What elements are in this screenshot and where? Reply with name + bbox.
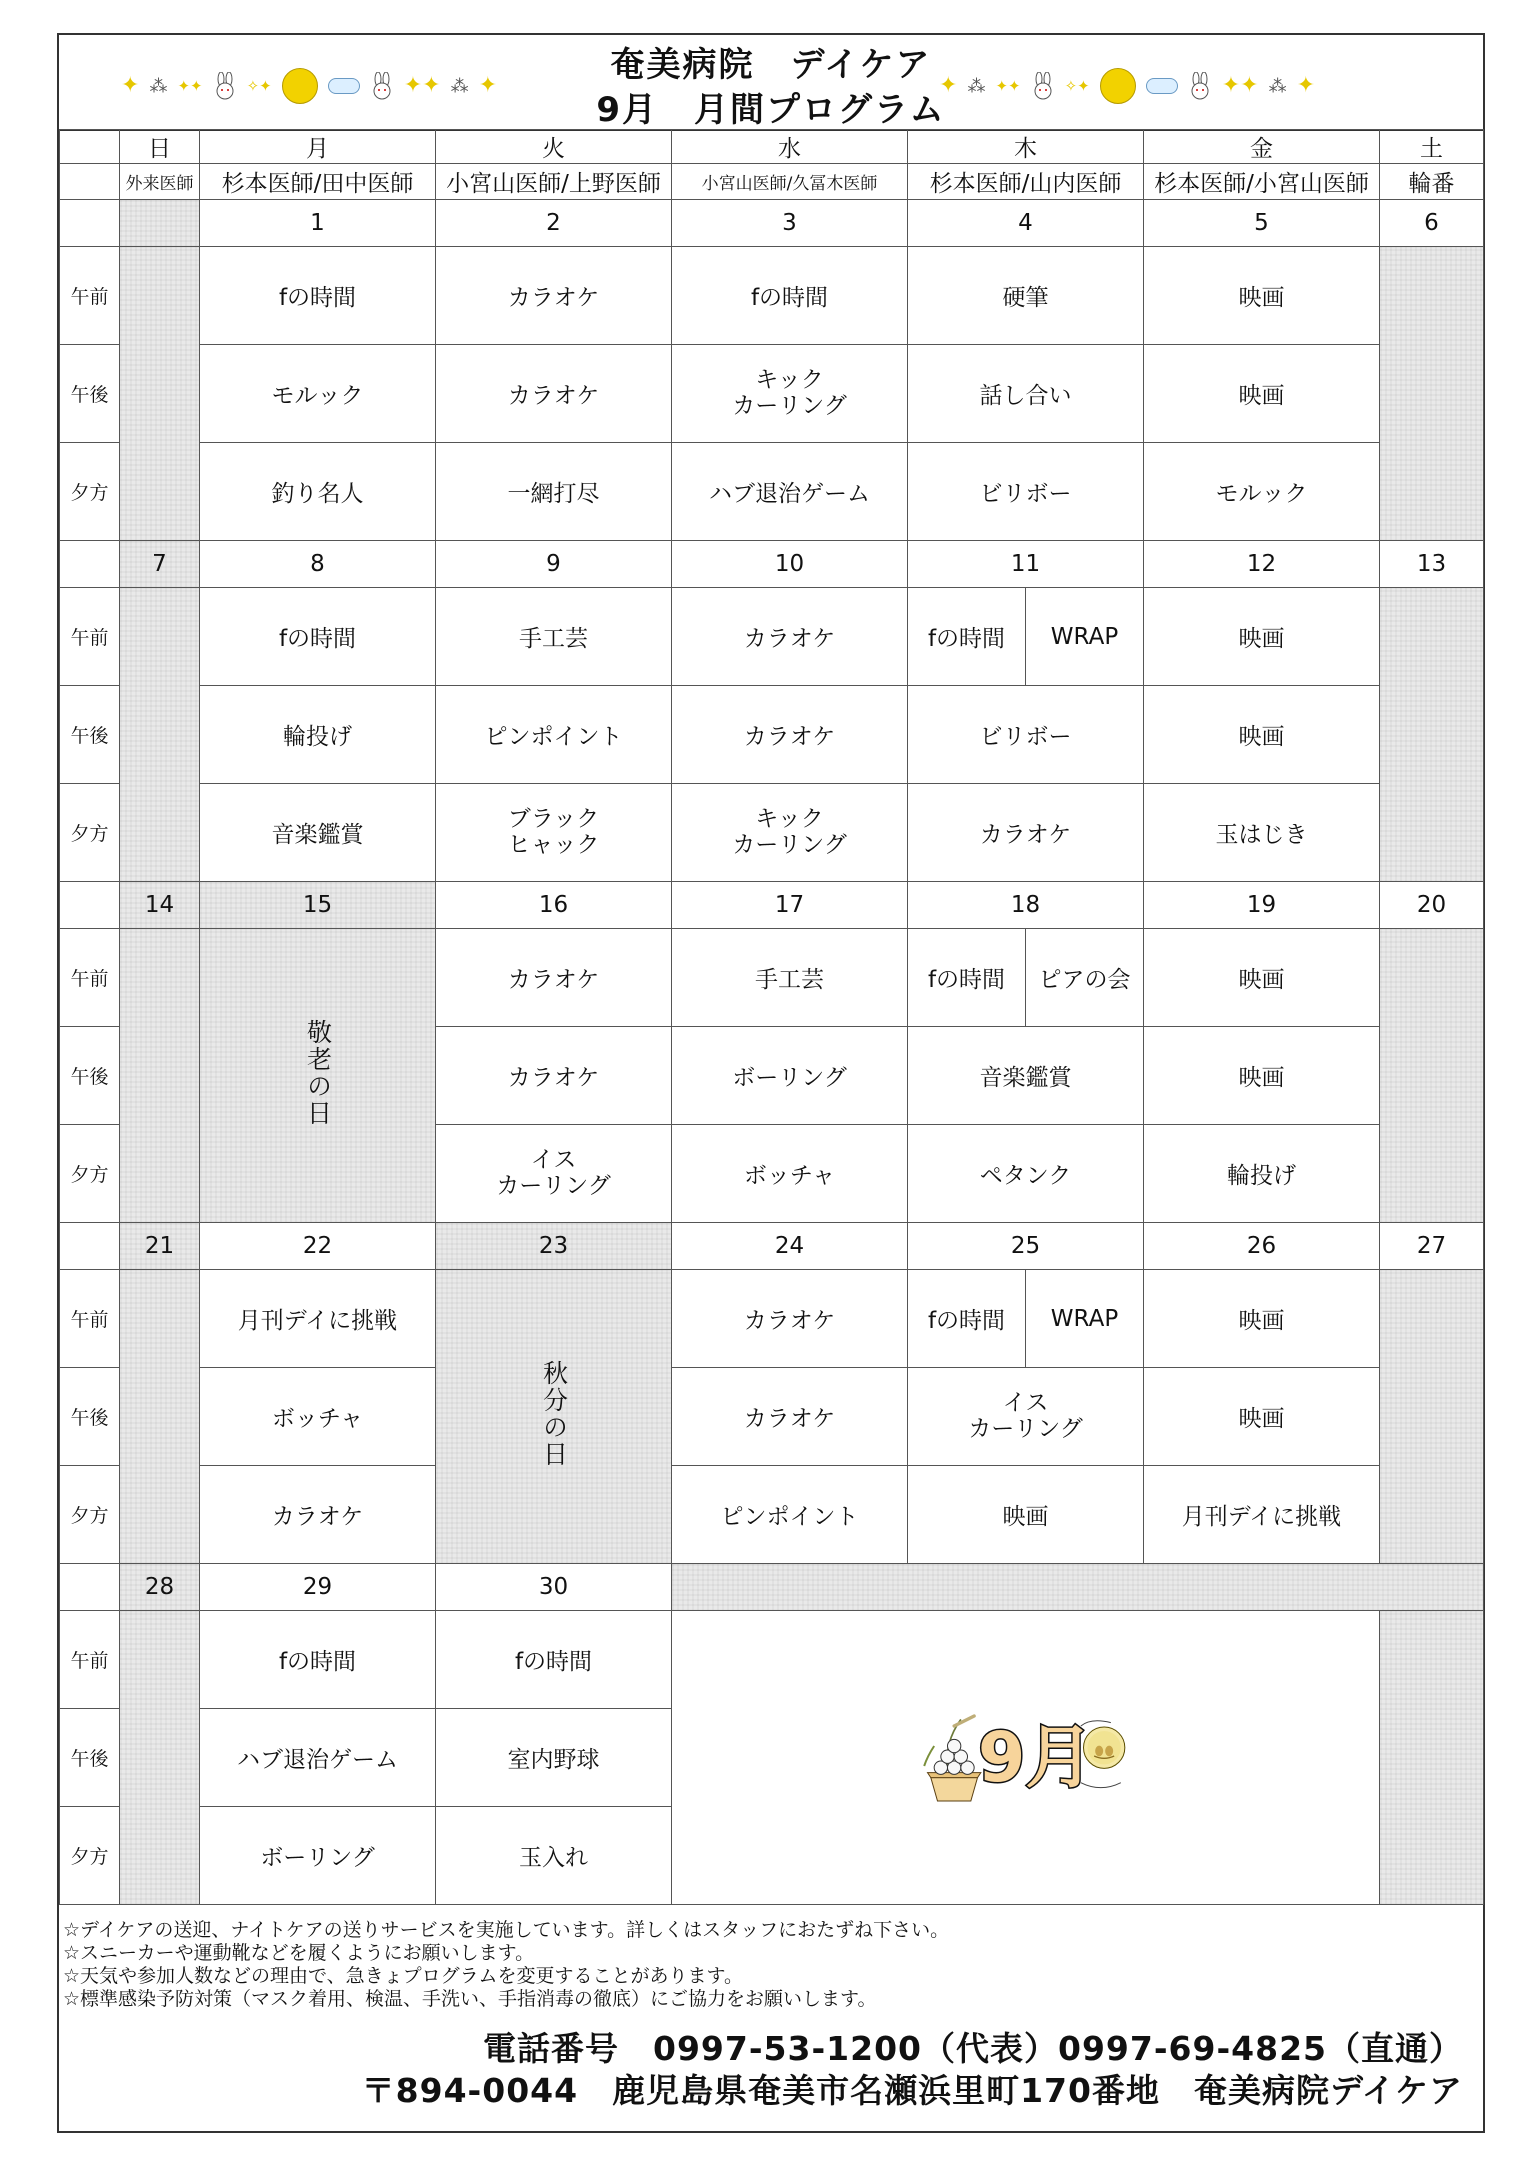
slot-row — [60, 247, 1484, 345]
date-cell: 5 — [1144, 200, 1380, 247]
dango-icon: ⁂ — [1268, 75, 1287, 97]
star-icon: ✦✦ — [1221, 73, 1259, 98]
program-cell: キック カーリング — [672, 345, 908, 443]
decoration-left — [121, 61, 497, 111]
program-cell: fの時間 — [672, 247, 908, 345]
slot-label-pm: 午後 — [60, 345, 120, 443]
program-cell: 映画 — [1144, 686, 1380, 784]
program-cell: カラオケ — [672, 1368, 908, 1466]
program-cell: 室内野球 — [436, 1709, 672, 1807]
slot-label-ev: 夕方 — [60, 1807, 120, 1905]
star-icon: ✦ — [121, 73, 140, 98]
slot-label-am: 午前 — [60, 588, 120, 686]
program-cell: 映画 — [1144, 588, 1380, 686]
closed-cell — [120, 1611, 200, 1905]
date-cell: 16 — [436, 882, 672, 929]
decoration-right — [939, 61, 1315, 111]
program-cell: fの時間 — [436, 1611, 672, 1709]
date-cell: 14 — [120, 882, 200, 929]
closed-cell — [120, 247, 200, 541]
program-cell: ピンポイント — [436, 686, 672, 784]
rabbit-icon — [1031, 72, 1055, 100]
star-icon: ✦✦ — [403, 73, 441, 98]
star-icon: ✦ — [1296, 73, 1316, 98]
date-row-week1 — [60, 200, 1484, 247]
closed-cell — [1380, 1611, 1484, 1905]
program-cell: 釣り名人 — [200, 443, 436, 541]
date-cell: 3 — [672, 200, 908, 247]
program-cell: fの時間 — [908, 929, 1026, 1027]
star-icon: ✦ — [478, 73, 498, 98]
date-cell: 30 — [436, 1564, 672, 1611]
program-cell: WRAP — [1026, 588, 1144, 686]
program-cell: ボーリング — [200, 1807, 436, 1905]
program-cell: 輪投げ — [1144, 1125, 1380, 1223]
program-cell: ペタンク — [908, 1125, 1144, 1223]
holiday-cell — [200, 929, 436, 1223]
program-cell: カラオケ — [672, 588, 908, 686]
weekday-sun: 日 — [120, 130, 200, 164]
program-cell: 手工芸 — [436, 588, 672, 686]
slot-label-ev: 夕方 — [60, 784, 120, 882]
date-cell: 20 — [1380, 882, 1484, 929]
date-cell: 29 — [200, 1564, 436, 1611]
program-cell: カラオケ — [200, 1466, 436, 1564]
weekday-header — [60, 130, 1484, 164]
closed-cell — [120, 1270, 200, 1564]
date-row-week3 — [60, 882, 1484, 929]
slot-row — [60, 1466, 1484, 1564]
dango-icon: ⁂ — [149, 75, 168, 97]
slot-label-pm: 午後 — [60, 1027, 120, 1125]
closed-cell — [1380, 1270, 1484, 1564]
closed-cell — [1380, 588, 1484, 882]
phone-line: 電話番号 0997-53-1200（代表）0997-69-4825（直通） — [482, 2029, 1463, 2068]
date-cell: 26 — [1144, 1223, 1380, 1270]
closed-cell — [120, 588, 200, 882]
program-cell: モルック — [200, 345, 436, 443]
slot-row — [60, 1611, 1484, 1709]
program-cell: 映画 — [1144, 247, 1380, 345]
slot-label-am: 午前 — [60, 1270, 120, 1368]
program-cell: モルック — [1144, 443, 1380, 541]
closed-cell — [1380, 929, 1484, 1223]
program-cell: 映画 — [1144, 1270, 1380, 1368]
art-9gatsu-text: 9月 — [977, 1719, 1094, 1798]
program-cell: ボーリング — [672, 1027, 908, 1125]
dango-icon: ⁂ — [967, 75, 986, 97]
program-cell: fの時間 — [200, 588, 436, 686]
cloud-icon — [328, 78, 360, 94]
page-subtitle: 9月 月間プログラム — [596, 90, 946, 130]
slot-label-pm: 午後 — [60, 1709, 120, 1807]
slot-label-pm: 午後 — [60, 686, 120, 784]
star-icon: ✧✦ — [1064, 76, 1090, 95]
program-sheet — [57, 33, 1485, 2133]
weekday-fri: 金 — [1144, 130, 1380, 164]
program-cell: WRAP — [1026, 1270, 1144, 1368]
date-cell: 18 — [908, 882, 1144, 929]
program-cell: 玉入れ — [436, 1807, 672, 1905]
program-cell: 映画 — [1144, 929, 1380, 1027]
program-cell: fの時間 — [200, 1611, 436, 1709]
address-line: 〒894-0044 鹿児島県奄美市名瀬浜里町170番地 奄美病院デイケア — [361, 2071, 1463, 2110]
note-line: ☆標準感染予防対策（マスク着用、検温、手洗い、手指消毒の徹底）にご協力をお願いします。 — [63, 1988, 877, 2010]
slot-label-pm: 午後 — [60, 1368, 120, 1466]
program-cell: キック カーリング — [672, 784, 908, 882]
doctor-fri: 杉本医師/小宮山医師 — [1144, 164, 1380, 200]
doctor-thu: 杉本医師/山内医師 — [908, 164, 1144, 200]
date-cell: 2 — [436, 200, 672, 247]
program-cell: 輪投げ — [200, 686, 436, 784]
program-cell: 映画 — [1144, 1027, 1380, 1125]
slot-row — [60, 443, 1484, 541]
header — [59, 35, 1483, 131]
program-cell: ハブ退治ゲーム — [200, 1709, 436, 1807]
note-line: ☆デイケアの送迎、ナイトケアの送りサービスを実施しています。詳しくはスタッフにおたずね下さい。 — [63, 1919, 950, 1941]
doctor-tue: 小宮山医師/上野医師 — [436, 164, 672, 200]
date-cell: 8 — [200, 541, 436, 588]
program-cell: ブラック ヒャック — [436, 784, 672, 882]
program-cell: 音楽鑑賞 — [908, 1027, 1144, 1125]
star-icon: ✦ — [939, 73, 958, 98]
slot-row — [60, 345, 1484, 443]
slot-label-ev: 夕方 — [60, 1125, 120, 1223]
date-cell: 9 — [436, 541, 672, 588]
program-cell: カラオケ — [436, 1027, 672, 1125]
doctor-wed: 小宮山医師/久冨木医師 — [672, 164, 908, 200]
program-cell: カラオケ — [672, 1270, 908, 1368]
slot-label-ev: 夕方 — [60, 443, 120, 541]
slot-row — [60, 1368, 1484, 1466]
date-cell: 13 — [1380, 541, 1484, 588]
holiday-cell — [436, 1270, 672, 1564]
weekday-tue: 火 — [436, 130, 672, 164]
slot-row — [60, 686, 1484, 784]
weekday-thu: 木 — [908, 130, 1144, 164]
program-cell: ハブ退治ゲーム — [672, 443, 908, 541]
page-title: 奄美病院 デイケア — [610, 45, 932, 85]
program-cell: 話し合い — [908, 345, 1144, 443]
date-cell: 23 — [436, 1223, 672, 1270]
date-cell: 6 — [1380, 200, 1484, 247]
date-cell: 7 — [120, 541, 200, 588]
program-cell: イス カーリング — [908, 1368, 1144, 1466]
date-cell: 4 — [908, 200, 1144, 247]
date-cell: 10 — [672, 541, 908, 588]
rabbit-icon — [213, 72, 237, 100]
date-cell: 27 — [1380, 1223, 1484, 1270]
date-cell: 19 — [1144, 882, 1380, 929]
cloud-icon — [1146, 78, 1178, 94]
program-cell: ビリボー — [908, 686, 1144, 784]
program-cell: 一網打尽 — [436, 443, 672, 541]
weekday-mon: 月 — [200, 130, 436, 164]
program-calendar — [59, 129, 1484, 1905]
slot-row — [60, 588, 1484, 686]
date-cell: 24 — [672, 1223, 908, 1270]
date-cell: 21 — [120, 1223, 200, 1270]
date-cell: 17 — [672, 882, 908, 929]
moon-icon — [1100, 68, 1136, 104]
star-icon: ✦✦ — [995, 76, 1021, 95]
rabbit-icon — [1188, 72, 1212, 100]
closed-cell — [1380, 247, 1484, 541]
date-cell: 11 — [908, 541, 1144, 588]
date-row-week4 — [60, 1223, 1484, 1270]
tsukimi-art — [672, 1706, 1379, 1803]
star-icon: ✧✦ — [246, 76, 272, 95]
program-cell: カラオケ — [436, 929, 672, 1027]
program-cell: fの時間 — [200, 247, 436, 345]
closed-cell — [120, 929, 200, 1223]
program-cell: カラオケ — [436, 345, 672, 443]
moon-icon — [282, 68, 318, 104]
date-cell: 15 — [200, 882, 436, 929]
slot-label-ev: 夕方 — [60, 1466, 120, 1564]
program-cell: ピアの会 — [1026, 929, 1144, 1027]
program-cell: fの時間 — [908, 588, 1026, 686]
date-cell: 1 — [200, 200, 436, 247]
contact-info — [362, 2028, 1463, 2112]
slot-label-am: 午前 — [60, 929, 120, 1027]
date-cell: 25 — [908, 1223, 1144, 1270]
program-cell: ボッチャ — [672, 1125, 908, 1223]
doctor-sat: 輪番 — [1380, 164, 1484, 200]
doctor-header — [60, 164, 1484, 200]
program-cell: fの時間 — [908, 1270, 1026, 1368]
program-cell: 映画 — [908, 1466, 1144, 1564]
dango-icon: ⁂ — [450, 75, 469, 97]
weekday-sat: 土 — [1380, 130, 1484, 164]
date-cell — [120, 200, 200, 247]
date-row-week2 — [60, 541, 1484, 588]
slot-label-am: 午前 — [60, 247, 120, 345]
doctor-sun: 外来医師 — [120, 164, 200, 200]
program-cell: 硬筆 — [908, 247, 1144, 345]
program-cell: 月刊デイに挑戦 — [200, 1270, 436, 1368]
note-line: ☆スニーカーや運動靴などを履くようにお願いします。 — [63, 1942, 535, 1964]
date-cell: 12 — [1144, 541, 1380, 588]
program-cell: カラオケ — [908, 784, 1144, 882]
program-cell: 玉はじき — [1144, 784, 1380, 882]
program-cell: 映画 — [1144, 1368, 1380, 1466]
program-cell: 音楽鑑賞 — [200, 784, 436, 882]
doctor-mon: 杉本医師/田中医師 — [200, 164, 436, 200]
date-cell-empty — [672, 1564, 1484, 1611]
slot-row — [60, 929, 1484, 1027]
program-cell: 手工芸 — [672, 929, 908, 1027]
slot-row — [60, 1270, 1484, 1368]
note-line: ☆天気や参加人数などの理由で、急きょプログラムを変更することがあります。 — [63, 1965, 743, 1987]
program-cell: イス カーリング — [436, 1125, 672, 1223]
date-row-week5 — [60, 1564, 1484, 1611]
slot-label-am: 午前 — [60, 1611, 120, 1709]
program-cell: カラオケ — [436, 247, 672, 345]
program-cell: 月刊デイに挑戦 — [1144, 1466, 1380, 1564]
september-illustration — [672, 1611, 1380, 1905]
date-cell: 22 — [200, 1223, 436, 1270]
program-cell: ビリボー — [908, 443, 1144, 541]
star-icon: ✦✦ — [177, 76, 203, 95]
date-cell: 28 — [120, 1564, 200, 1611]
weekday-wed: 水 — [672, 130, 908, 164]
program-cell: カラオケ — [672, 686, 908, 784]
notes — [63, 1919, 949, 2011]
slot-row — [60, 784, 1484, 882]
program-cell: 映画 — [1144, 345, 1380, 443]
holiday-label: 敬老の日 — [303, 1018, 333, 1127]
holiday-label: 秋分の日 — [539, 1359, 569, 1468]
rabbit-icon — [370, 72, 394, 100]
program-cell: ボッチャ — [200, 1368, 436, 1466]
program-cell: ピンポイント — [672, 1466, 908, 1564]
